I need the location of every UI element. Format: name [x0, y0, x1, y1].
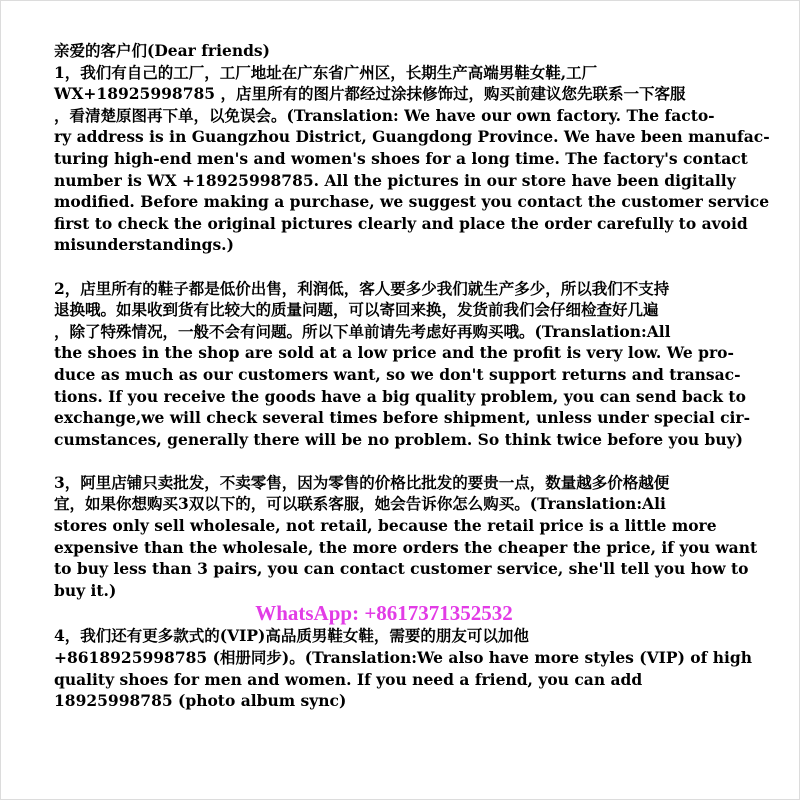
- paragraph-2: 2，店里所有的鞋子都是低价出售，利润低，客人要多少我们就生产多少，所以我们不支持 退换哦。如果收到货有比较大的质量问题，可以寄回来换，发货前我们会仔细检查好几遍 ，除了特殊情况，一般不会有问题。所以下单前请先考虑好再购买哦。(Translation:All the shoes in the shop are sold at a low price and the profit is very low. We pro- duce as much as our customers want, so we don't support returns and transac- tions. If you receive the goods have a big quality problem, you can send back to exchange,we will check several times before shipment, unless under special cir- cumstances, generally there will be no problem. So think twice before you buy): [54, 278, 751, 449]
- greeting-line: 亲爱的客户们(Dear friends): [54, 41, 270, 60]
- paragraph-3: 3，阿里店铺只卖批发，不卖零售，因为零售的价格比批发的要贵一点，数量越多价格越便 宜，如果你想购买3双以下的，可以联系客服，她会告诉你怎么购买。(Translation:Ali stores only sell wholesale, not retail, because the retail price is a little more expensive than the wholesale, the more orders the cheaper the price, if you want to buy less than 3 pairs, you can contact customer service, she'll tell you how to buy it.): [54, 472, 758, 600]
- paragraph-1: 1，我们有自己的工厂，工厂地址在广东省广州区，长期生产高端男鞋女鞋,工厂 WX+18925998785 ，店里所有的图片都经过涂抹修饰过，购买前建议您先联系一下客服 ，看清楚原图再下单，以免误会。(Translation: We have our own factory. The facto- ry address is in Guangzhou District, Guangdong Province. We have been manufac- turing high-end men's and women's shoes for a long time. The factory's contact number is WX +18925998785. All the pictures in our store have been digitally modified. Before making a purchase, we suggest you contact the customer service first to check the original pictures clearly and place the order carefully to avoid misunderstandings.): [54, 62, 770, 255]
- paragraph-4: 4，我们还有更多款式的(VIP)高品质男鞋女鞋，需要的朋友可以加他 +8618925998785 (相册同步)。(Translation:We also have more styles (VIP) of high quality shoes for men and women. If you need a friend, you can add 18925998785 (photo album sync): [54, 626, 752, 711]
- whatsapp-contact: WhatsApp: +8617371352532: [255, 601, 513, 626]
- paragraph-gap: [54, 450, 770, 472]
- paragraph-gap: [54, 256, 770, 278]
- notice-document: [54, 40, 770, 712]
